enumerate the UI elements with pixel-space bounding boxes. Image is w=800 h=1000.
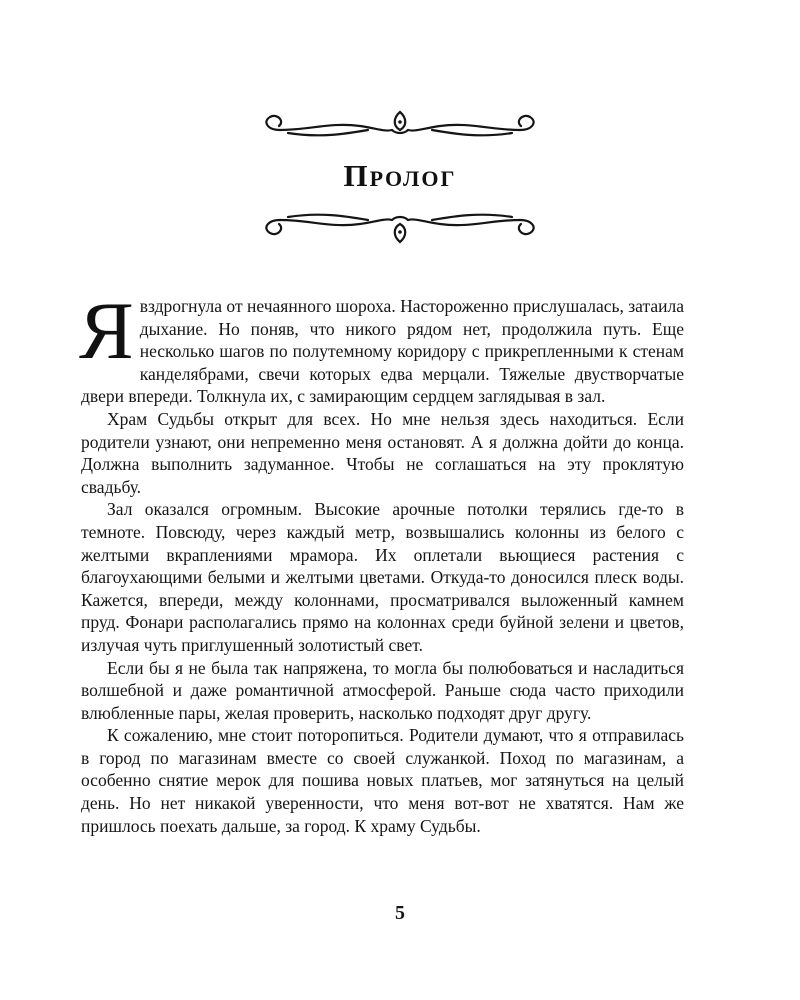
- flourish-ornament-icon: [250, 108, 550, 152]
- paragraph: К сожалению, мне стоит поторопиться. Родители думают, что я отправилась в город по магазинам вместе со своей служанкой. Поход по магазинам, а особенно снятие мерок для пошива новых платьев, мог затянуться на целый день. Но нет никакой уверенности, что меня вот-вот не хватятся. Нам же пришлось поехать дальше, за город. К храму Судьбы.: [81, 725, 684, 836]
- paragraph: Зал оказался огромным. Высокие арочные потолки терялись где-то в темноте. Повсюду, через каждый метр, возвышались колонны из белого с желтыми вкраплениями мрамора. Их оплетали вьющиеся растения с благоухающими белыми и желтыми цветами. Откуда-то доносился плеск воды. Кажется, впереди, между колоннами, просматривался выложенный камнем пруд. Фонари располагались прямо на колоннах среди буйной зелени и цветов, излучая чуть приглушенный золотистый свет.: [81, 499, 684, 655]
- flourish-ornament-icon: [250, 202, 550, 246]
- chapter-title: Пролог: [343, 158, 457, 193]
- page-number: 5: [395, 902, 405, 924]
- paragraph: Храм Судьбы открыт для всех. Но мне нельзя здесь находиться. Если родители узнают, они непременно меня остановят. А я должна дойти до конца. Должна выполнить задуманное. Чтобы не соглашаться на эту проклятую свадьбу.: [81, 408, 684, 497]
- paragraph: [79, 285, 684, 408]
- paragraph-text: вздрогнула от нечаянного шороха. Настороженно прислушалась, затаила дыхание. Но поняв, что никого рядом нет, продолжила путь. Еще несколько шагов по полутемному коридору с прикрепленными к стенам канделябрами, свечи которых едва мерцали. Тяжелые двустворчатые двери впереди. Толкнула их, с замирающим сердцем заглядывая в зал.: [81, 296, 684, 407]
- paragraph: Если бы я не была так напряжена, то могла бы полюбоваться и насладиться волшебной и даже романтичной атмосферой. Раньше сюда часто приходили влюбленные пары, желая проверить, насколько подходят друг другу.: [81, 657, 684, 723]
- drop-cap: Я: [79, 285, 134, 376]
- chapter-text: [79, 285, 684, 837]
